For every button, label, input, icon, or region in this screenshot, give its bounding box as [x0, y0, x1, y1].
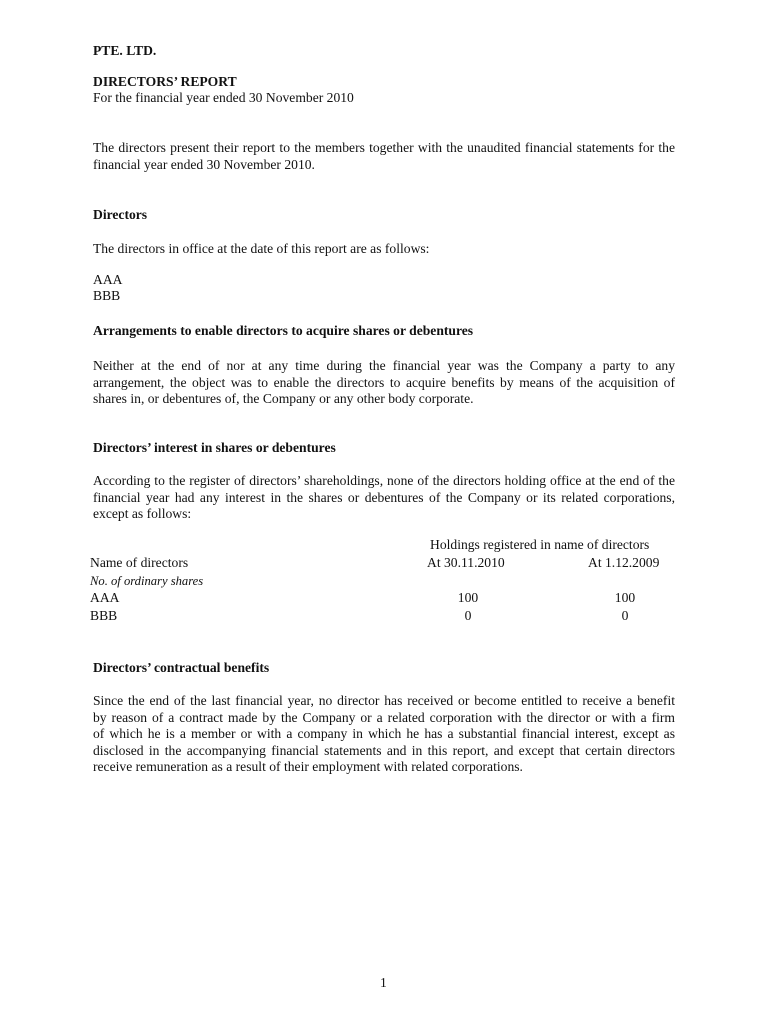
contractual-line: Since the end of the last financial year, no director has received or become entitled to receive a benefit	[93, 693, 675, 708]
intro-paragraph: The directors present their report to the members together with the unaudited financial statements for the financial year ended 30 November 2010.	[93, 140, 675, 172]
ordinary-shares-subheader: No. of ordinary shares	[90, 574, 204, 588]
director-name-2: BBB	[93, 288, 121, 303]
contractual-heading: Directors’ contractual benefits	[93, 660, 270, 675]
directors-heading: Directors	[93, 207, 148, 222]
contractual-line: disclosed in the accompanying financial statements and in this report, and except that certain directors	[93, 742, 675, 758]
holdings-group-header: Holdings registered in name of directors	[430, 537, 650, 552]
arrangements-paragraph: Neither at the end of nor at any time during the financial year was the Company a party to any arrangement, the object was to enable the directors to acquire benefits by means of the acquisition of shares in, or debentures of, the Company or any other body corporate.	[93, 358, 675, 406]
col-header-2009: At 1.12.2009	[588, 555, 660, 570]
report-title: DIRECTORS’ REPORT	[93, 74, 237, 89]
company-name: PTE. LTD.	[93, 43, 157, 58]
director-name-1: AAA	[93, 272, 123, 287]
table-row-1-col-2010: 100	[457, 590, 479, 605]
contractual-line: by reason of a contract made by the Company or a related corporation with the director or with a firm	[93, 709, 675, 725]
name-of-directors-header: Name of directors	[90, 555, 189, 570]
table-row-2-col-2009: 0	[621, 608, 629, 623]
contractual-paragraph	[93, 693, 675, 776]
table-row-name-1: AAA	[90, 590, 120, 605]
col-header-2010: At 30.11.2010	[427, 555, 505, 570]
directors-intro-text: The directors in office at the date of this report are as follows:	[93, 241, 430, 256]
interest-paragraph: According to the register of directors’ shareholdings, none of the directors holding office at the end of the financial year had any interest in the shares or debentures of the Company or its related corporations, except as follows:	[93, 473, 675, 521]
contractual-line: of which he is a member or with a company in which he has a substantial financial interest, except as	[93, 726, 675, 741]
contractual-line: receive remuneration as a result of their employment with related corporations.	[93, 759, 523, 774]
page-number: 1	[380, 975, 387, 990]
table-row-2-col-2010: 0	[464, 608, 472, 623]
arrangements-heading: Arrangements to enable directors to acquire shares or debentures	[93, 323, 474, 338]
table-row-1-col-2009: 100	[614, 590, 636, 605]
table-row-name-2: BBB	[90, 608, 118, 623]
report-period: For the financial year ended 30 November 2010	[93, 90, 354, 105]
interest-heading: Directors’ interest in shares or debentures	[93, 440, 336, 455]
